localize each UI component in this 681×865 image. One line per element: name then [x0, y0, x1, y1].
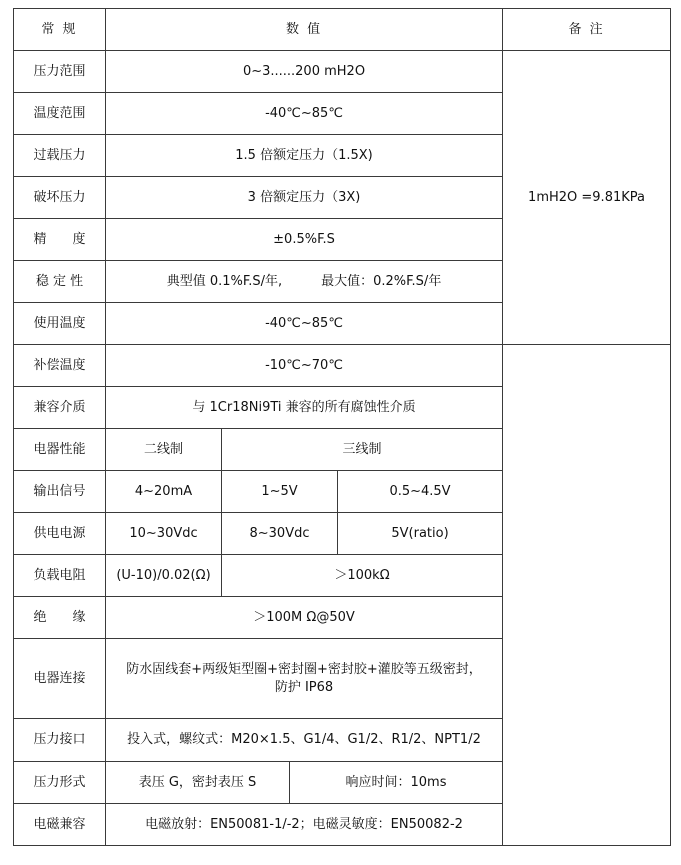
- spec-table: [13, 8, 671, 846]
- two-wire-cell: 二线制: [106, 429, 222, 471]
- row-value: 0~3......200 mH2O: [106, 51, 503, 93]
- row-value: 与 1Cr18Ni9Ti 兼容的所有腐蚀性介质: [106, 387, 503, 429]
- header-row: [14, 9, 671, 51]
- row-value: [106, 639, 503, 719]
- row-label: 兼容介质: [14, 387, 106, 429]
- connection-line-1: 防水固线套+两级矩型圈+密封圈+密封胶+灌胶等五级密封，: [126, 661, 482, 677]
- row-label: 过载压力: [14, 135, 106, 177]
- row-label: 供电电源: [14, 513, 106, 555]
- output-current: 4~20mA: [106, 471, 222, 513]
- row-label: 电器连接: [14, 639, 106, 719]
- row-pressure-range: [14, 51, 671, 93]
- supply-two-wire: 10~30Vdc: [106, 513, 222, 555]
- row-label: 破坏压力: [14, 177, 106, 219]
- row-value: -40℃~85℃: [106, 93, 503, 135]
- row-label: 压力范围: [14, 51, 106, 93]
- remarks-empty: [503, 345, 671, 846]
- connection-line-2: 防护 IP68: [274, 679, 334, 695]
- row-value: ±0.5%F.S: [106, 219, 503, 261]
- row-value: 1.5 倍额定压力（1.5X): [106, 135, 503, 177]
- supply-ratio: 5V(ratio): [338, 513, 503, 555]
- output-voltage-1-5: 1~5V: [222, 471, 338, 513]
- row-value: -10℃~70℃: [106, 345, 503, 387]
- row-label: 补偿温度: [14, 345, 106, 387]
- output-voltage-ratio: 0.5~4.5V: [338, 471, 503, 513]
- row-label: 电磁兼容: [14, 804, 106, 846]
- row-value: 3 倍额定压力（3X): [106, 177, 503, 219]
- header-general: 常 规: [14, 9, 106, 51]
- row-value: 电磁放射：EN50081-1/-2；电磁灵敏度：EN50082-2: [106, 804, 503, 846]
- header-value: 数 值: [106, 9, 503, 51]
- row-label: 压力接口: [14, 719, 106, 762]
- header-remarks: 备 注: [503, 9, 671, 51]
- row-label: 温度范围: [14, 93, 106, 135]
- row-value: -40℃~85℃: [106, 303, 503, 345]
- row-label: 绝 缘: [14, 597, 106, 639]
- row-label: 输出信号: [14, 471, 106, 513]
- supply-three-wire: 8~30Vdc: [222, 513, 338, 555]
- three-wire-cell: 三线制: [222, 429, 503, 471]
- row-compensation-temperature: [14, 345, 671, 387]
- remarks-note: 1mH2O =9.81KPa: [503, 51, 671, 345]
- load-two-wire: (U-10)/0.02(Ω): [106, 555, 222, 597]
- row-value: 投入式，螺纹式：M20×1.5、G1/4、G1/2、R1/2、NPT1/2: [106, 719, 503, 762]
- response-time-value: 响应时间：10ms: [290, 762, 503, 804]
- row-label: 负载电阻: [14, 555, 106, 597]
- row-label: 精 度: [14, 219, 106, 261]
- row-label: 压力形式: [14, 762, 106, 804]
- load-three-wire: ＞100kΩ: [222, 555, 503, 597]
- pressure-type-value: 表压 G，密封表压 S: [106, 762, 290, 804]
- row-label: 电器性能: [14, 429, 106, 471]
- row-value: ＞100M Ω@50V: [106, 597, 503, 639]
- row-label: 稳 定 性: [14, 261, 106, 303]
- row-value: 典型值 0.1%F.S/年, 最大值：0.2%F.S/年: [106, 261, 503, 303]
- row-label: 使用温度: [14, 303, 106, 345]
